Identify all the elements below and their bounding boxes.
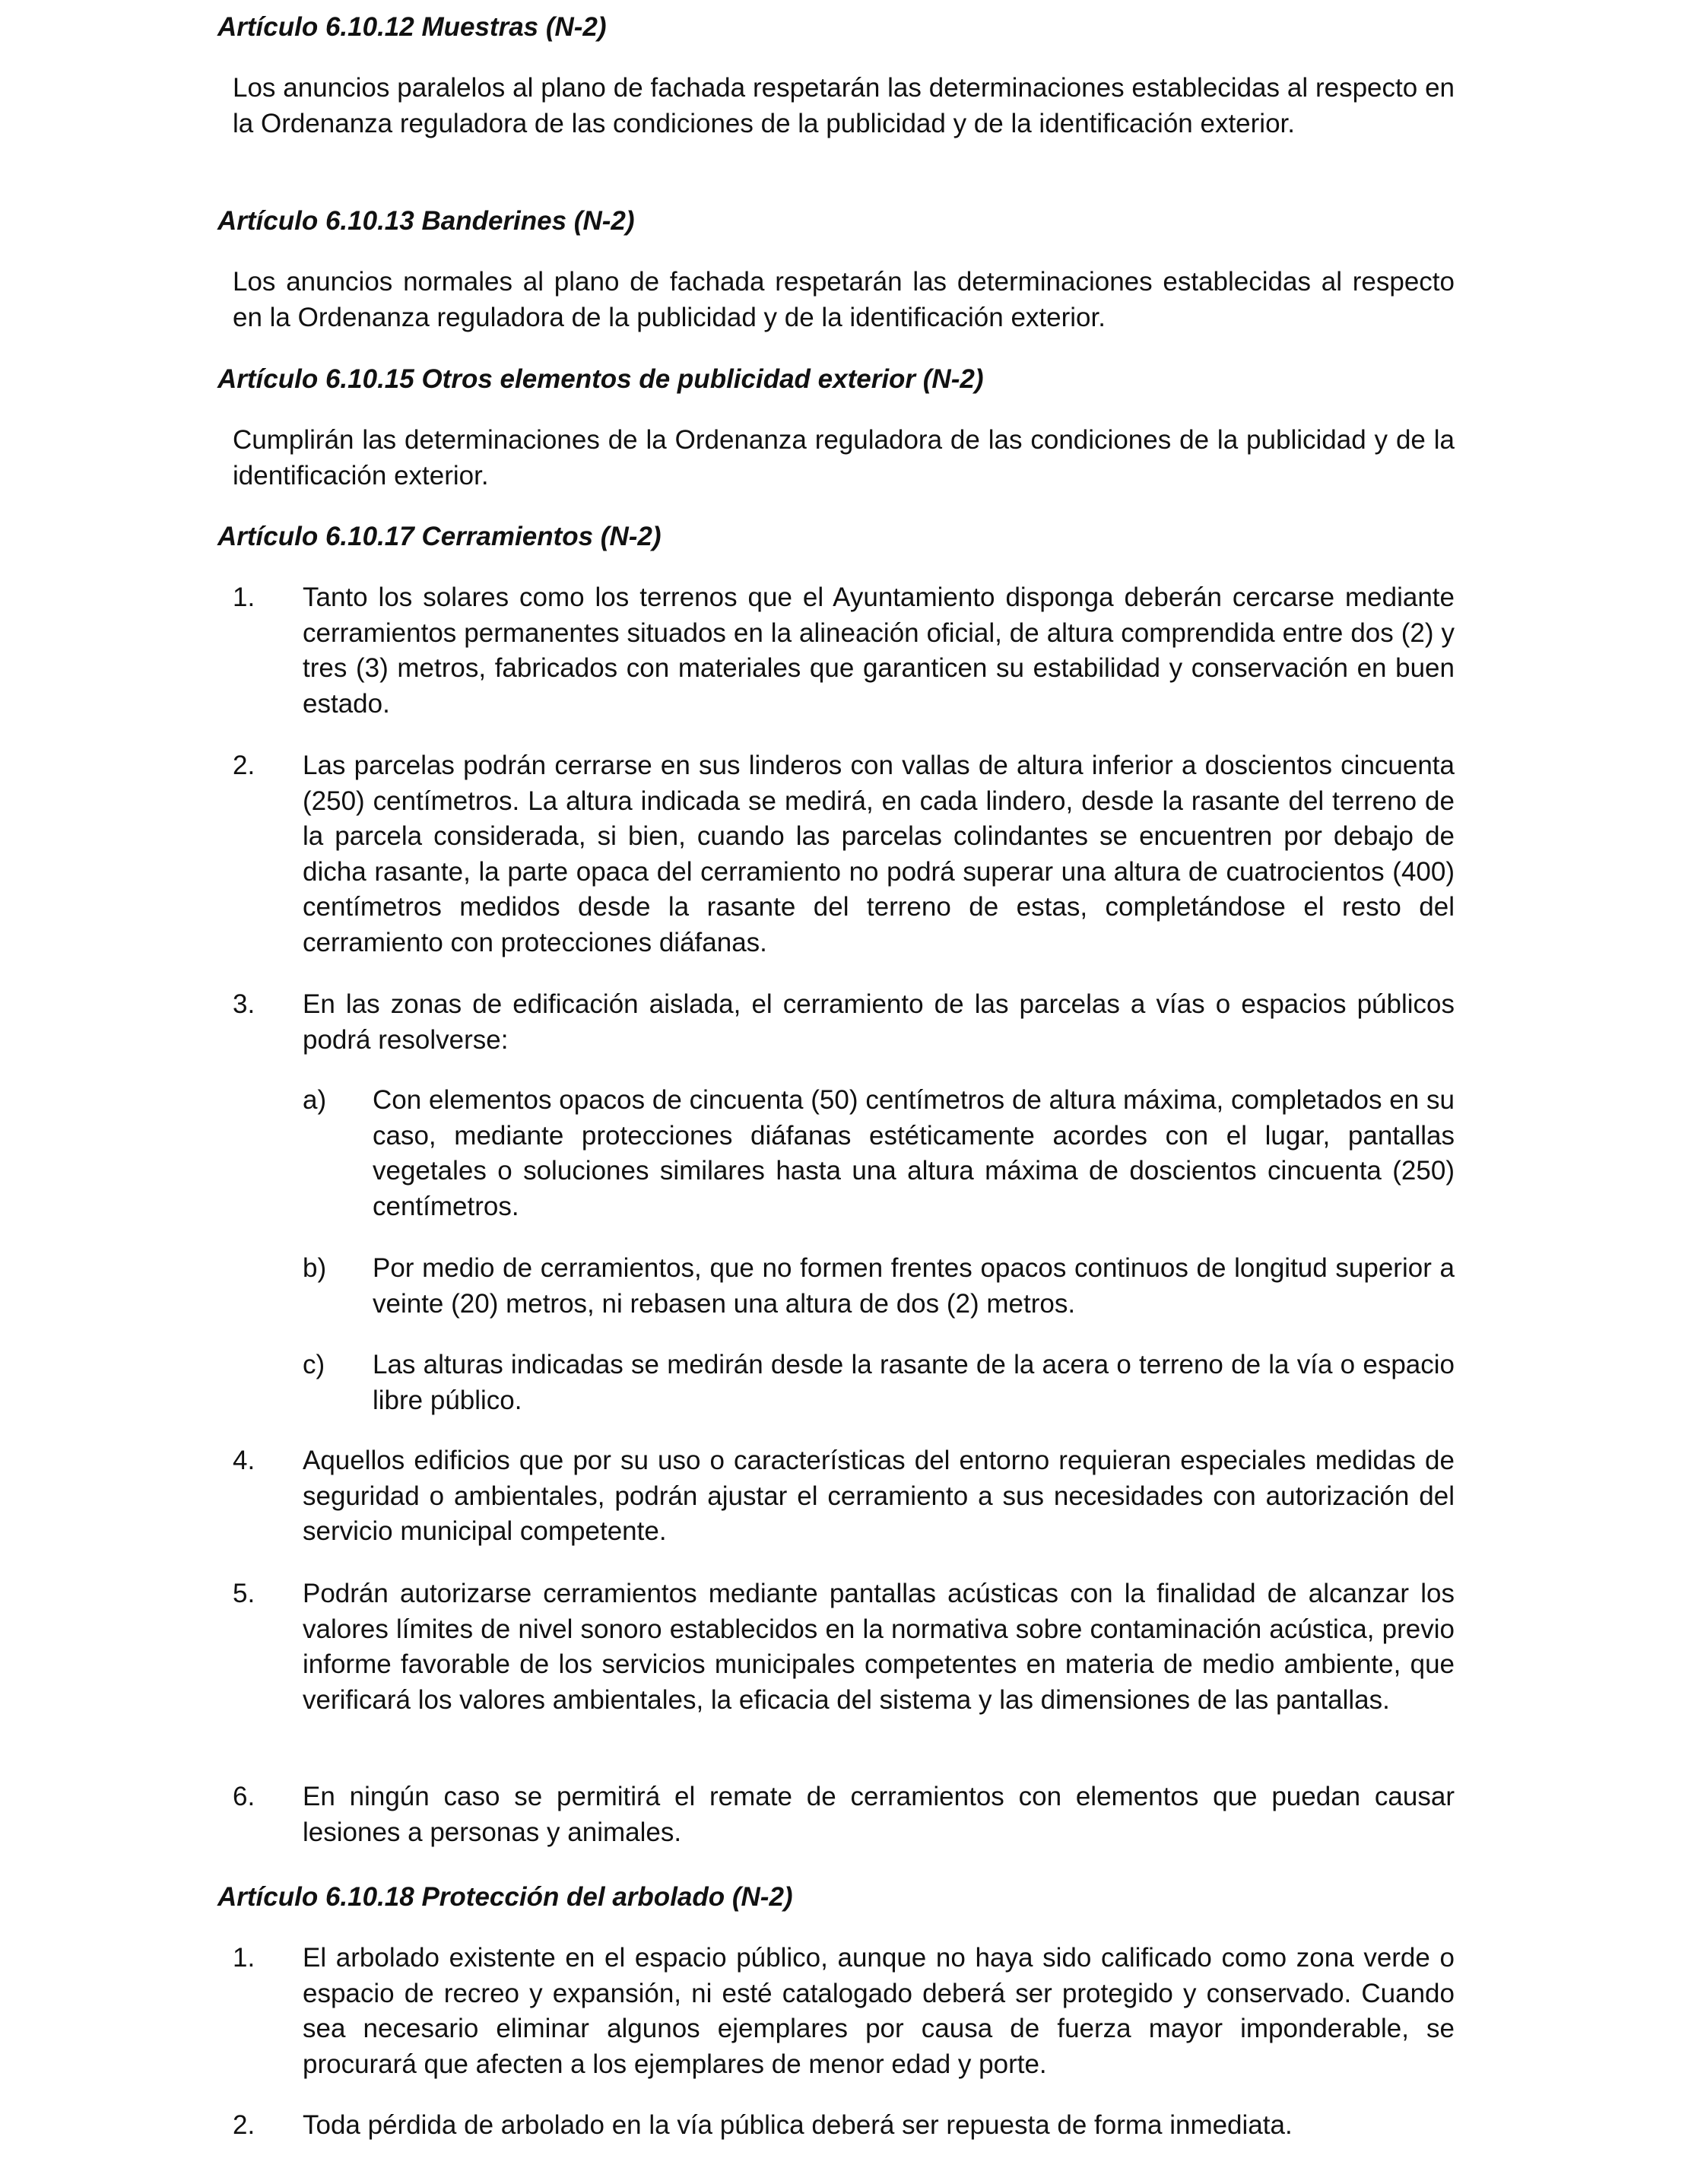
sub-list-item [303, 1348, 1455, 1418]
list-item-text: Las parcelas podrán cerrarse en sus linderos con vallas de altura inferior a doscientos cincuenta (250) centímetros. La altura indicada se medirá, en cada lindero, desde la rasante del terreno de la parcela considerada, si bien, cuando las parcelas colindantes se encuentren por debajo de dicha rasante, la parte opaca del cerramiento no podrá superar una altura de cuatrocientos (400) centímetros medidos desde la rasante del terreno de estas, completándose el resto del cerramiento con protecciones diáfanas. [303, 751, 1455, 957]
article-paragraph: Los anuncios paralelos al plano de fachada respetarán las determinaciones establecidas al respecto en la Ordenanza reguladora de las condiciones de la publicidad y de la identificación exterior. [233, 73, 1455, 138]
article-heading: Artículo 6.10.15 Otros elementos de publicidad exterior (N-2) [217, 364, 984, 394]
list-item-number: 2. [233, 751, 255, 780]
list-item-number: 5. [233, 1579, 255, 1608]
list-item-number: 6. [233, 1782, 255, 1811]
list-item-number: 2. [233, 2110, 255, 2140]
list-item [233, 748, 1455, 960]
article-heading: Artículo 6.10.12 Muestras (N-2) [217, 12, 607, 42]
list-item-number: 1. [233, 583, 255, 612]
list-item-text: Tanto los solares como los terrenos que el Ayuntamiento disponga deberán cercarse mediante cerramientos permanentes situados en la alineación oficial, de altura comprendida entre dos (2) y tres (3) metros, fabricados con materiales que garanticen su estabilidad y conservación en buen estado. [303, 583, 1455, 719]
article-paragraph: Cumplirán las determinaciones de la Ordenanza reguladora de las condiciones de la publicidad y de la identificación exterior. [233, 425, 1455, 490]
list-item [233, 987, 1455, 1058]
list-item [233, 1779, 1455, 1850]
sub-list-item [303, 1251, 1455, 1322]
sub-list-item-letter: c) [303, 1350, 325, 1379]
article-heading: Artículo 6.10.13 Banderines (N-2) [217, 206, 635, 236]
sub-list-item-text: Con elementos opacos de cincuenta (50) centímetros de altura máxima, completados en su caso, mediante protecciones diáfanas estéticamente acordes con el lugar, pantallas vegetales o soluciones similares hasta una altura máxima de doscientos cincuenta (250) centímetros. [373, 1085, 1455, 1221]
list-item [233, 1576, 1455, 1718]
list-item-number: 4. [233, 1446, 255, 1475]
list-item-text: En ningún caso se permitirá el remate de cerramientos con elementos que puedan causar lesiones a personas y animales. [303, 1782, 1455, 1847]
sub-list-item [303, 1083, 1455, 1224]
sub-list-item-text: Las alturas indicadas se medirán desde la rasante de la acera o terreno de la vía o espacio libre público. [373, 1350, 1455, 1415]
article-heading: Artículo 6.10.17 Cerramientos (N-2) [217, 522, 662, 551]
list-item [233, 580, 1455, 722]
list-item-number: 1. [233, 1943, 255, 1973]
list-item [233, 1941, 1455, 2082]
list-item [233, 1443, 1455, 1550]
article-heading: Artículo 6.10.18 Protección del arbolado (N-2) [217, 1882, 793, 1912]
sub-list-item-letter: b) [303, 1253, 327, 1283]
article-paragraph: Los anuncios normales al plano de fachada respetarán las determinaciones establecidas al respecto en la Ordenanza reguladora de la publicidad y de la identificación exterior. [233, 267, 1455, 332]
sub-list-item-letter: a) [303, 1085, 327, 1115]
list-item-text: El arbolado existente en el espacio público, aunque no haya sido calificado como zona verde o espacio de recreo y expansión, ni esté catalogado deberá ser protegido y conservado. Cuando sea necesario eliminar algunos ejemplares por causa de fuerza mayor imponderable, se procurará que afecten a los ejemplares de menor edad y porte. [303, 1943, 1455, 2079]
list-item-text: Podrán autorizarse cerramientos mediante pantallas acústicas con la finalidad de alcanzar los valores límites de nivel sonoro establecidos en la normativa sobre contaminación acústica, previo informe favorable de los servicios municipales competentes en materia de medio ambiente, que verificará los valores ambientales, la eficacia del sistema y las dimensiones de las pantallas. [303, 1579, 1455, 1715]
list-item-number: 3. [233, 989, 255, 1019]
list-item-text: Aquellos edificios que por su uso o características del entorno requieran especiales medidas de seguridad o ambientales, podrán ajustar el cerramiento a sus necesidades con autorización del servicio municipal competente. [303, 1446, 1455, 1546]
list-item-text: En las zonas de edificación aislada, el cerramiento de las parcelas a vías o espacios públicos podrá resolverse: [303, 989, 1455, 1055]
list-item-text: Toda pérdida de arbolado en la vía pública deberá ser repuesta de forma inmediata. [303, 2110, 1293, 2140]
list-item [233, 2108, 1455, 2144]
sub-list-item-text: Por medio de cerramientos, que no formen frentes opacos continuos de longitud superior a veinte (20) metros, ni rebasen una altura de dos (2) metros. [373, 1253, 1455, 1319]
